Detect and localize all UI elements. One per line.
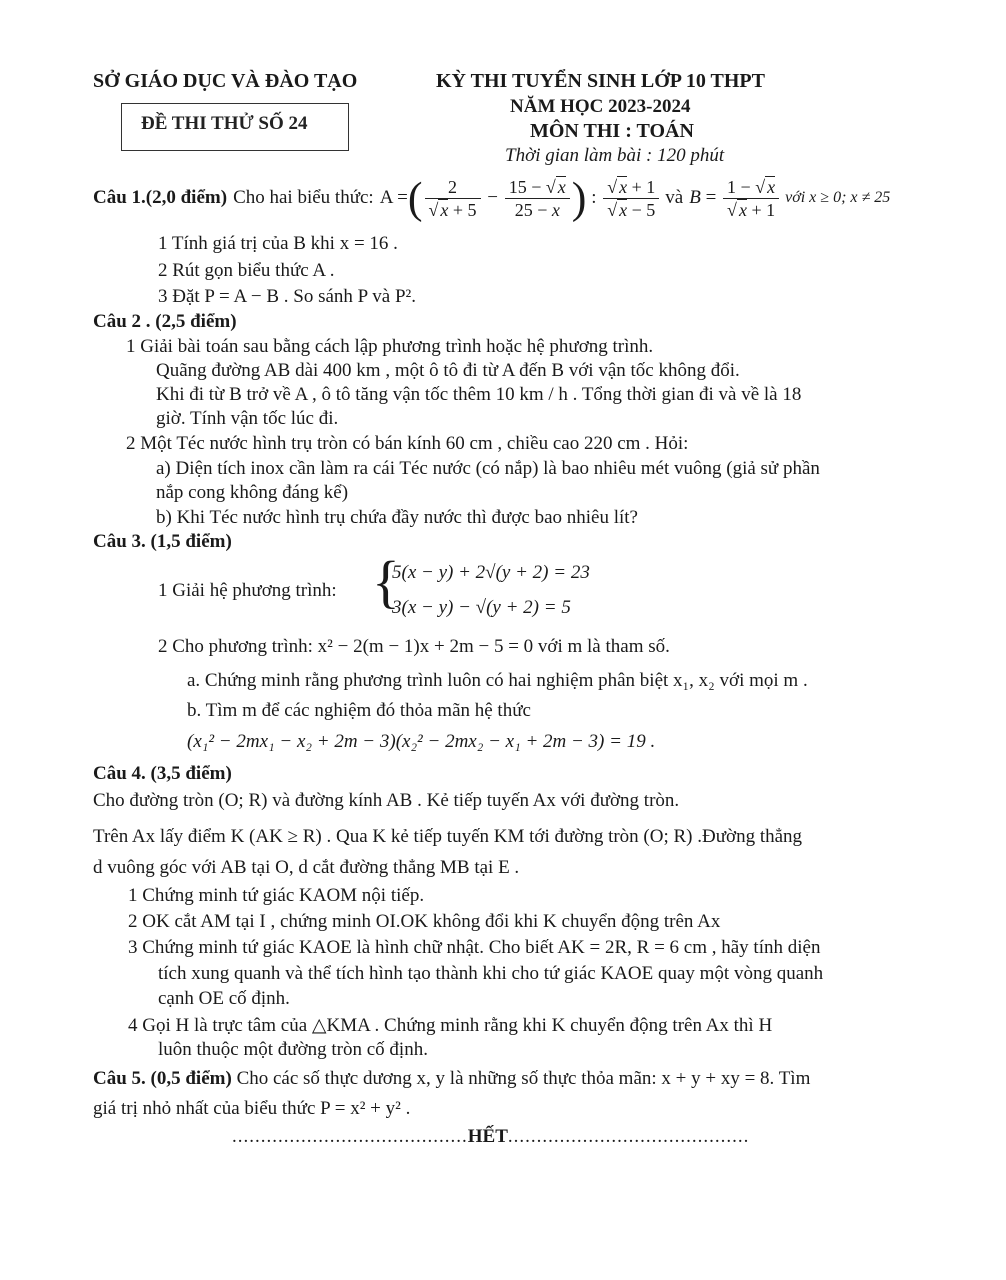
q1-header-line: Câu 1.(2,0 điểm) Cho hai biểu thức: A =( $\frac{2}{√ x + 5}$ − $\frac{15 - √ x}{25 - x}$ ) : $\frac{√ x + 1}{√ x - 5}$ và B = $\frac{1 - √ x}{√ x + 1}$ với x ≥ 0; x ≠ 25 — [93, 173, 891, 222]
q5-line-1 — [93, 1068, 810, 1090]
q3-part-1: 1 Giải hệ phương trình: — [158, 580, 337, 601]
q4-item-3-cont-1: tích xung quanh và thể tích hình tạo thành khi cho tứ giác KAOE quay một vòng quanh — [158, 963, 824, 984]
subject: MÔN THI : TOÁN — [530, 120, 694, 142]
q3-part-2b: b. Tìm m để các nghiệm đó thỏa mãn hệ thức — [187, 700, 531, 721]
q5-label: Câu 5. (0,5 điểm) — [93, 1068, 232, 1089]
q4-item-3: 3 Chứng minh tứ giác KAOE là hình chữ nhật. Cho biết AK = 2R, R = 6 cm , hãy tính diện — [128, 937, 821, 958]
q4-item-1: 1 Chứng minh tứ giác KAOM nội tiếp. — [128, 885, 425, 906]
q2-p1-line-4: giờ. Tính vận tốc lúc đi. — [156, 408, 339, 429]
q4-line-1: Cho đường tròn (O; R) và đường kính AB . Kẻ tiếp tuyến Ax với đường tròn. — [93, 790, 680, 811]
q2-p2-line-1: 2 Một Téc nước hình trụ tròn có bán kính 60 cm , chiều cao 220 cm . Hỏi: — [126, 433, 689, 454]
department-name: SỞ GIÁO DỤC VÀ ĐÀO TẠO — [93, 70, 358, 92]
q2-p1-line-3: Khi đi từ B trở về A , ô tô tăng vận tốc thêm 10 km / h . Tổng thời gian đi và về là 18 — [156, 384, 802, 405]
q1-item-1: 1 Tính giá trị của B khi x = 16 . — [158, 233, 398, 254]
q4-line-3: d vuông góc với AB tại O, d cắt đường thẳng MB tại E . — [93, 857, 520, 878]
q4-line-2: Trên Ax lấy điểm K (AK ≥ R) . Qua K kẻ tiếp tuyến KM tới đường tròn (O; R) .Đường thẳng — [93, 826, 803, 847]
q1-item-3: 3 Đặt P = A − B . So sánh P và P². — [158, 286, 416, 307]
end-text: HẾT — [467, 1126, 508, 1147]
q4-item-4-cont: luôn thuộc một đường tròn cố định. — [158, 1039, 428, 1060]
q4-label: Câu 4. (3,5 điểm) — [93, 763, 232, 784]
q1-expression-b: B = $\frac{1 - √ x}{√ x + 1}$ — [689, 176, 781, 221]
q2-p2-line-4: b) Khi Téc nước hình trụ chứa đầy nước thì được bao nhiêu lít? — [156, 507, 638, 528]
q5-text-1: Cho các số thực dương x, y là những số thực thỏa mãn: x + y + xy = 8. Tìm — [236, 1068, 811, 1089]
q3-part-2a: a. Chứng minh rằng phương trình luôn có hai nghiệm phân biệt x₁, x₂ với mọi m . — [187, 670, 808, 691]
q2-label: Câu 2 . (2,5 điểm) — [93, 311, 237, 332]
q1-condition: với x ≥ 0; x ≠ 25 — [785, 189, 891, 206]
q3-part-2: 2 Cho phương trình: x² − 2(m − 1)x + 2m − 5 = 0 với m là tham số. — [158, 636, 670, 657]
q1-label: Câu 1.(2,0 điểm) — [93, 187, 228, 208]
q4-item-3-cont-2: cạnh OE cố định. — [158, 988, 290, 1009]
q1-expression-a: A =( $\frac{2}{√ x + 5}$ − $\frac{15 - √ x}{25 - x}$ ) : $\frac{√ x + 1}{√ x - 5}$ — [380, 176, 662, 221]
school-year: NĂM HỌC 2023-2024 — [510, 96, 691, 117]
q2-p2-line-3: nắp cong không đáng kể) — [156, 482, 349, 503]
system-eq-1: 5(x − y) + 2√(y + 2) = 23 — [392, 562, 590, 583]
system-eq-2: 3(x − y) − √(y + 2) = 5 — [392, 597, 571, 618]
q4-item-2: 2 OK cắt AM tại I , chứng minh OI.OK không đổi khi K chuyển động trên Ax — [128, 911, 721, 932]
q3-part-2b-expression: (x₁² − 2mx₁ − x₂ + 2m − 3)(x₂² − 2mx₂ − x₁ + 2m − 3) = 19 . — [187, 731, 656, 752]
q3-label: Câu 3. (1,5 điểm) — [93, 531, 232, 552]
q2-p2-line-2: a) Diện tích inox cần làm ra cái Téc nước (có nắp) là bao nhiêu mét vuông (giả sử phần — [156, 458, 820, 479]
q2-p1-line-1: 1 Giải bài toán sau bằng cách lập phương trình hoặc hệ phương trình. — [126, 336, 654, 357]
q1-item-2: 2 Rút gọn biểu thức A . — [158, 260, 335, 281]
q4-item-4: 4 Gọi H là trực tâm của △KMA . Chứng minh rằng khi K chuyển động trên Ax thì H — [128, 1015, 773, 1036]
end-marker: .........................................HẾT.......................................... — [232, 1126, 750, 1147]
exam-title: KỲ THI TUYỂN SINH LỚP 10 THPT — [436, 70, 765, 92]
q1-intro: Cho hai biểu thức: — [233, 187, 374, 208]
q2-p1-line-2: Quãng đường AB dài 400 km , một ô tô đi từ A đến B với vận tốc không đổi. — [156, 360, 740, 381]
q5-line-2: giá trị nhỏ nhất của biểu thức P = x² + y² . — [93, 1098, 411, 1119]
exam-code: ĐỀ THI THỬ SỐ 24 — [141, 113, 308, 134]
system-brace: { — [372, 549, 400, 614]
time-limit: Thời gian làm bài : 120 phút — [505, 145, 725, 166]
